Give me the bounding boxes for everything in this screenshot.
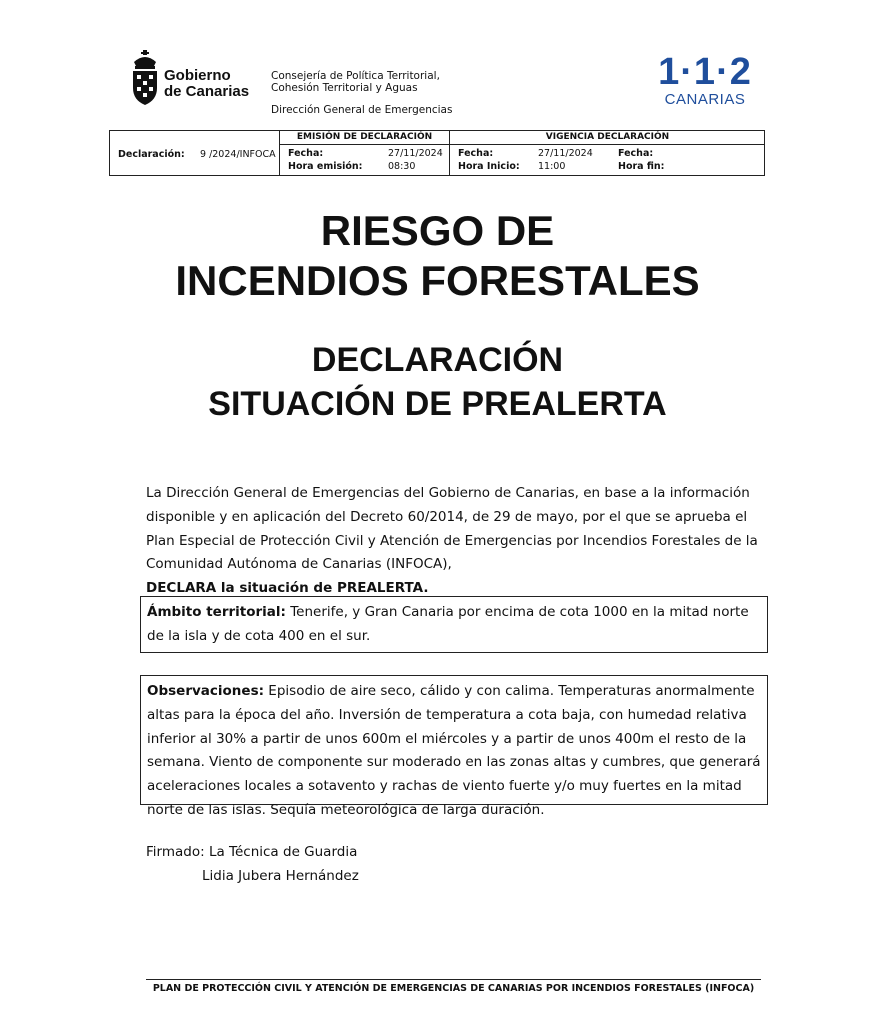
vigencia-hora-fin-label: Hora fin:: [618, 161, 665, 172]
emision-hora-value: 08:30: [388, 161, 416, 172]
logo-112-text: CANARIAS: [664, 91, 746, 108]
observaciones-text: Episodio de aire seco, cálido y con calima. Temperaturas anormalmente altas para la época del año. Inversión de temperatura a cota baja, con humedad relativa inferior al 30% a partir de unos 600m el miércoles y a partir de unos 400m el resto de la semana. Viento de componente sur moderado en las zonas altas y cumbres, que generará aceleraciones locales a sotavento y rachas de viento fuerte y/o muy fuertes en la mitad norte de las islas. Sequía meteorológica de larga duración.: [147, 683, 761, 818]
gobierno-canarias-logo: [130, 50, 260, 106]
logo-112-number: 1·1·2: [658, 51, 752, 93]
declaration-table: [109, 130, 765, 176]
emision-fecha-label: Fecha:: [288, 148, 324, 159]
vigencia-hora-inicio-label: Hora Inicio:: [458, 161, 520, 172]
vigencia-hora-inicio-value: 11:00: [538, 161, 566, 172]
sub-title: [0, 338, 875, 426]
signature-line1: Firmado: La Técnica de Guardia: [146, 844, 358, 860]
consejeria: [271, 70, 440, 94]
ambito-text: Tenerife, y Gran Canaria por encima de cota 1000 en la mitad norte de la isla y de cota 400 en el sur.: [147, 604, 749, 644]
direccion-general: Dirección General de Emergencias: [271, 104, 453, 116]
gov-name-line2: de Canarias: [164, 83, 250, 100]
emision-cell: [280, 131, 450, 175]
main-title-line1: RIESGO DE: [320, 207, 555, 254]
vigencia-cell: [450, 131, 765, 175]
declaracion-cell: [110, 131, 280, 175]
signature-block: [146, 840, 359, 888]
sub-title-line2: SITUACIÓN DE PREALERTA: [208, 385, 667, 423]
ambito-territorial-box: [140, 596, 768, 653]
vigencia-fecha-fin-label: Fecha:: [618, 148, 654, 159]
intro-paragraph: [146, 482, 766, 601]
main-title: [0, 206, 875, 306]
consejeria-line2: Cohesión Territorial y Aguas: [271, 82, 418, 94]
footer-divider: [146, 979, 761, 980]
observaciones-box: [140, 675, 768, 818]
main-title-line2: INCENDIOS FORESTALES: [175, 257, 700, 304]
logo-112-canarias: [655, 52, 755, 108]
emision-hora-label: Hora emisión:: [288, 161, 363, 172]
vigencia-heading: VIGENCIA DECLARACIÓN: [450, 131, 765, 145]
gov-name-line1: Gobierno: [164, 67, 231, 84]
footer-text: PLAN DE PROTECCIÓN CIVIL Y ATENCIÓN DE EMERGENCIAS DE CANARIAS POR INCENDIOS FORESTALES (INFOCA): [152, 983, 755, 994]
intro-text: La Dirección General de Emergencias del Gobierno de Canarias, en base a la información disponible y en aplicación del Decreto 60/2014, de 29 de mayo, por el que se aprueba el Plan Especial de Protección Civil y Atención de Emergencias por Incendios Forestales de la Comunidad Autónoma de Canarias (INFOCA),: [146, 485, 758, 573]
observaciones-label: Observaciones:: [147, 683, 265, 699]
coat-of-arms-icon: [130, 50, 160, 106]
declaracion-label: Declaración:: [118, 149, 185, 160]
vigencia-fecha-inicio-value: 27/11/2024: [538, 148, 593, 159]
signature-name: Lidia Jubera Hernández: [202, 868, 359, 884]
ambito-label: Ámbito territorial:: [147, 604, 286, 620]
emision-heading: EMISIÓN DE DECLARACIÓN: [280, 131, 449, 145]
consejeria-line1: Consejería de Política Territorial,: [271, 70, 440, 82]
declaracion-value: 9 /2024/INFOCA: [200, 149, 276, 160]
vigencia-fecha-inicio-label: Fecha:: [458, 148, 494, 159]
declara-text: DECLARA la situación de PREALERTA.: [146, 580, 429, 597]
gov-name: [164, 68, 249, 100]
sub-title-line1: DECLARACIÓN: [311, 341, 564, 379]
emision-fecha-value: 27/11/2024: [388, 148, 443, 159]
